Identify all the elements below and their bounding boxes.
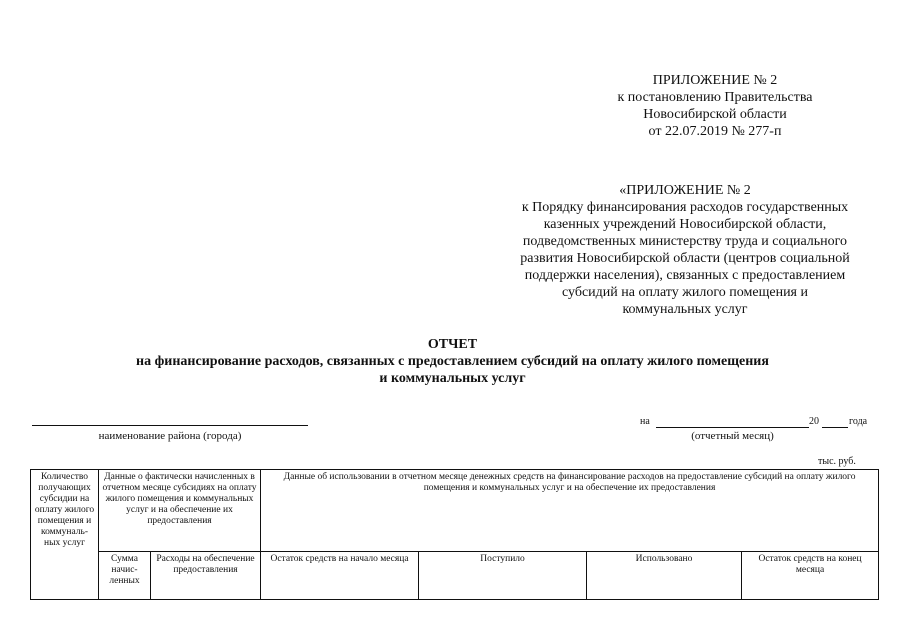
subheader-balance-end: Остаток средств на конец месяца — [742, 552, 879, 600]
order-line: к Порядку финансирования расходов государственных — [521, 200, 849, 215]
order-line: коммунальных услуг — [622, 302, 748, 317]
subheader-expenses: Расходы на обеспечение предоставления — [151, 552, 261, 600]
order-line: субсидий на оплату жилого помещения и — [561, 285, 808, 300]
header-usage-group: Данные об использовании в отчетном месяце денежных средств на финансирование расходов на предоставление субсидий на оплату жилого помещения и коммунальных услуг и на обеспечение их предоставления — [261, 470, 879, 552]
order-line: «ПРИЛОЖЕНИЕ № 2 — [619, 183, 751, 198]
table-header-row — [31, 470, 879, 552]
order-line: казенных учреждений Новосибирской области, — [543, 217, 827, 232]
month-field-line[interactable] — [656, 427, 809, 428]
district-caption: наименование района (города) — [98, 430, 242, 442]
header-recipients: Количество получающих субсидии на оплату жилого помещения и коммуналь-ных услуг — [31, 470, 99, 600]
report-title-sub1: на финансирование расходов, связанных с предоставлением субсидий на оплату жилого помещения — [136, 354, 769, 369]
appendix-date: от 22.07.2019 № 277-п — [648, 124, 782, 139]
order-line: поддержки населения), связанных с предоставлением — [524, 268, 846, 283]
subheader-received: Поступило — [419, 552, 587, 600]
appendix-region: Новосибирской области — [643, 107, 787, 122]
report-title-main: ОТЧЕТ — [427, 337, 478, 352]
appendix-title: ПРИЛОЖЕНИЕ № 2 — [652, 73, 778, 88]
period-na-label: на — [640, 416, 650, 427]
appendix-header — [580, 72, 850, 140]
subheader-balance-start: Остаток средств на начало месяца — [261, 552, 419, 600]
header-accrued-group: Данные о фактически начисленных в отчетном месяце субсидиях на оплату жилого помещения и коммунальных услуг и на обеспечение их предоставления — [99, 470, 261, 552]
units-label: тыс. руб. — [818, 456, 856, 467]
order-reference — [490, 182, 880, 318]
year-prefix: 20 — [809, 416, 819, 427]
year-field-line[interactable] — [822, 427, 848, 428]
order-line: развития Новосибирской области (центров социальной — [520, 251, 850, 266]
appendix-decree: к постановлению Правительства — [617, 90, 813, 105]
report-title-sub2: и коммунальных услуг — [379, 371, 526, 386]
subheader-sum: Сумма начис-ленных — [99, 552, 151, 600]
district-field-line[interactable] — [32, 425, 308, 426]
report-title — [0, 336, 905, 387]
year-suffix: года — [849, 416, 868, 427]
month-caption: (отчетный месяц) — [691, 430, 774, 442]
order-line: подведомственных министерству труда и социального — [522, 234, 848, 249]
subheader-used: Использовано — [587, 552, 742, 600]
table-subheader-row — [31, 552, 879, 600]
report-table — [30, 469, 879, 600]
